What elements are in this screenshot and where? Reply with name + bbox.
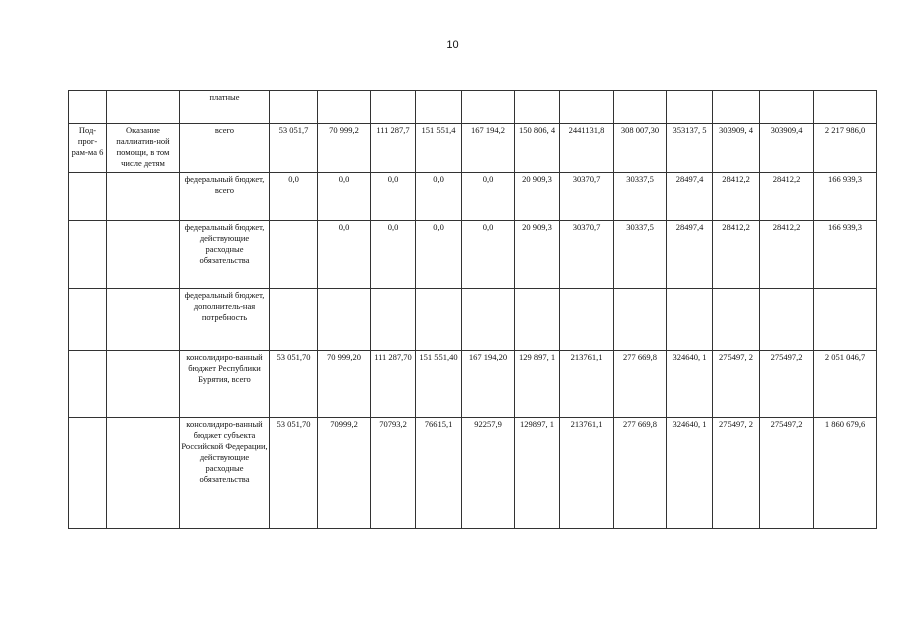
value-cell: 28412,2 bbox=[760, 173, 814, 221]
value-cell: 0,0 bbox=[371, 173, 416, 221]
subprogram-cell bbox=[69, 289, 107, 351]
value-cell bbox=[760, 91, 814, 124]
value-cell: 275497,2 bbox=[760, 418, 814, 529]
table-row bbox=[69, 289, 877, 351]
subprogram-cell bbox=[69, 173, 107, 221]
value-cell: 324640, 1 bbox=[667, 351, 713, 418]
activity-cell: Оказание паллиатив-ной помощи, в том числе детям bbox=[107, 124, 180, 173]
value-cell bbox=[814, 289, 877, 351]
value-cell: 275497,2 bbox=[760, 351, 814, 418]
value-cell: 70 999,20 bbox=[318, 351, 371, 418]
value-cell: 353137, 5 bbox=[667, 124, 713, 173]
value-cell bbox=[614, 91, 667, 124]
value-cell: 70793,2 bbox=[371, 418, 416, 529]
value-cell: 151 551,4 bbox=[416, 124, 462, 173]
value-cell: 0,0 bbox=[416, 173, 462, 221]
value-cell: 167 194,20 bbox=[462, 351, 515, 418]
activity-cell bbox=[107, 418, 180, 529]
table-row bbox=[69, 124, 877, 173]
funding-source-cell: всего bbox=[180, 124, 270, 173]
value-cell: 30337,5 bbox=[614, 221, 667, 289]
value-cell: 30370,7 bbox=[560, 221, 614, 289]
value-cell: 92257,9 bbox=[462, 418, 515, 529]
value-cell: 28497,4 bbox=[667, 221, 713, 289]
value-cell: 70999,2 bbox=[318, 418, 371, 529]
value-cell bbox=[560, 91, 614, 124]
value-cell bbox=[713, 91, 760, 124]
value-cell: 129 897, 1 bbox=[515, 351, 560, 418]
funding-source-cell: платные bbox=[180, 91, 270, 124]
value-cell: 28412,2 bbox=[760, 221, 814, 289]
value-cell: 0,0 bbox=[416, 221, 462, 289]
value-cell bbox=[270, 221, 318, 289]
value-cell: 20 909,3 bbox=[515, 173, 560, 221]
subprogram-cell bbox=[69, 221, 107, 289]
funding-source-cell: федеральный бюджет, дополнитель-ная потребность bbox=[180, 289, 270, 351]
value-cell: 275497, 2 bbox=[713, 351, 760, 418]
value-cell: 1 860 679,6 bbox=[814, 418, 877, 529]
value-cell bbox=[270, 289, 318, 351]
value-cell: 277 669,8 bbox=[614, 418, 667, 529]
value-cell bbox=[760, 289, 814, 351]
value-cell: 28497,4 bbox=[667, 173, 713, 221]
value-cell: 213761,1 bbox=[560, 351, 614, 418]
funding-source-cell: консолидиро-ванный бюджет субъекта Российской Федерации, действующие расходные обязательства bbox=[180, 418, 270, 529]
value-cell: 303909,4 bbox=[760, 124, 814, 173]
value-cell: 76615,1 bbox=[416, 418, 462, 529]
value-cell: 2 217 986,0 bbox=[814, 124, 877, 173]
value-cell: 70 999,2 bbox=[318, 124, 371, 173]
table-row bbox=[69, 91, 877, 124]
value-cell: 0,0 bbox=[318, 221, 371, 289]
value-cell: 28412,2 bbox=[713, 173, 760, 221]
value-cell: 28412,2 bbox=[713, 221, 760, 289]
value-cell bbox=[515, 289, 560, 351]
funding-source-cell: федеральный бюджет, всего bbox=[180, 173, 270, 221]
table-row bbox=[69, 173, 877, 221]
value-cell: 0,0 bbox=[371, 221, 416, 289]
value-cell: 111 287,7 bbox=[371, 124, 416, 173]
value-cell bbox=[560, 289, 614, 351]
value-cell bbox=[416, 289, 462, 351]
subprogram-cell: Под-прог-рам-ма 6 bbox=[69, 124, 107, 173]
value-cell: 0,0 bbox=[270, 173, 318, 221]
value-cell bbox=[270, 91, 318, 124]
value-cell bbox=[462, 91, 515, 124]
value-cell bbox=[515, 91, 560, 124]
value-cell: 166 939,3 bbox=[814, 173, 877, 221]
activity-cell bbox=[107, 173, 180, 221]
value-cell: 167 194,2 bbox=[462, 124, 515, 173]
value-cell: 2 051 046,7 bbox=[814, 351, 877, 418]
budget-table bbox=[68, 90, 877, 529]
activity-cell bbox=[107, 351, 180, 418]
value-cell bbox=[371, 289, 416, 351]
activity-cell bbox=[107, 289, 180, 351]
value-cell bbox=[614, 289, 667, 351]
value-cell bbox=[318, 91, 371, 124]
value-cell: 2441131,8 bbox=[560, 124, 614, 173]
funding-source-cell: федеральный бюджет, действующие расходные обязательства bbox=[180, 221, 270, 289]
value-cell bbox=[371, 91, 416, 124]
value-cell: 111 287,70 bbox=[371, 351, 416, 418]
activity-cell bbox=[107, 91, 180, 124]
value-cell: 0,0 bbox=[462, 221, 515, 289]
value-cell: 30370,7 bbox=[560, 173, 614, 221]
value-cell: 275497, 2 bbox=[713, 418, 760, 529]
value-cell: 303909, 4 bbox=[713, 124, 760, 173]
value-cell: 30337,5 bbox=[614, 173, 667, 221]
table-row bbox=[69, 221, 877, 289]
value-cell: 213761,1 bbox=[560, 418, 614, 529]
subprogram-cell bbox=[69, 91, 107, 124]
value-cell: 129897, 1 bbox=[515, 418, 560, 529]
value-cell: 53 051,70 bbox=[270, 351, 318, 418]
page-number: 10 bbox=[446, 39, 459, 51]
subprogram-cell bbox=[69, 418, 107, 529]
value-cell: 277 669,8 bbox=[614, 351, 667, 418]
value-cell bbox=[667, 289, 713, 351]
value-cell bbox=[462, 289, 515, 351]
funding-source-cell: консолидиро-ванный бюджет Республики Бурятия, всего bbox=[180, 351, 270, 418]
value-cell bbox=[667, 91, 713, 124]
value-cell: 0,0 bbox=[318, 173, 371, 221]
value-cell: 53 051,70 bbox=[270, 418, 318, 529]
subprogram-cell bbox=[69, 351, 107, 418]
value-cell: 0,0 bbox=[462, 173, 515, 221]
value-cell: 324640, 1 bbox=[667, 418, 713, 529]
value-cell: 150 806, 4 bbox=[515, 124, 560, 173]
value-cell bbox=[318, 289, 371, 351]
value-cell: 20 909,3 bbox=[515, 221, 560, 289]
value-cell bbox=[713, 289, 760, 351]
table-row bbox=[69, 351, 877, 418]
value-cell: 151 551,40 bbox=[416, 351, 462, 418]
value-cell: 166 939,3 bbox=[814, 221, 877, 289]
value-cell: 308 007,30 bbox=[614, 124, 667, 173]
activity-cell bbox=[107, 221, 180, 289]
value-cell bbox=[416, 91, 462, 124]
table-row bbox=[69, 418, 877, 529]
value-cell: 53 051,7 bbox=[270, 124, 318, 173]
value-cell bbox=[814, 91, 877, 124]
